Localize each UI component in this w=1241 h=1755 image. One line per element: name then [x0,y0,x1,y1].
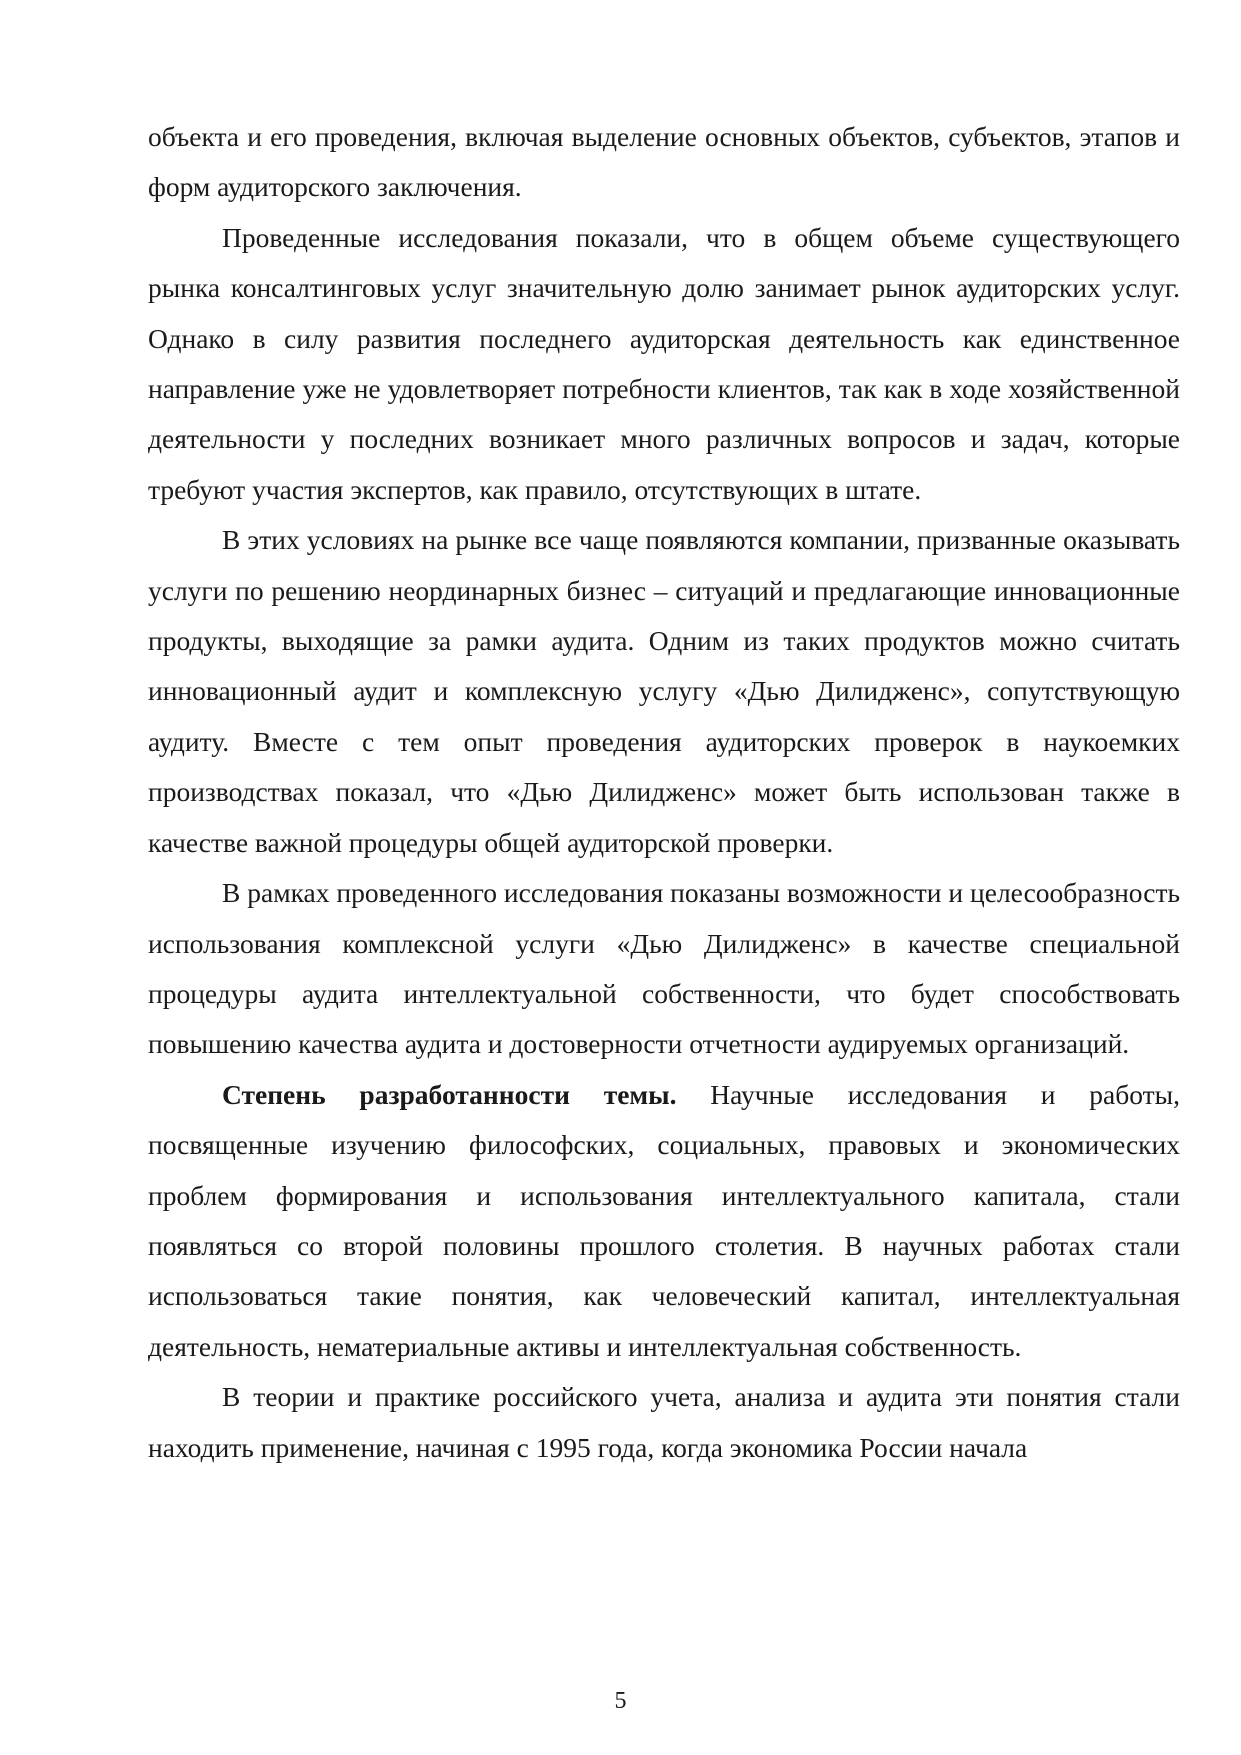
paragraph-2-text: Проведенные исследования показали, что в общем объеме существующего рынка консалтинговых услуг значительную долю занимает рынок аудиторских услуг. Однако в силу развития последнего аудиторская деятельность как единственное направление уже не удовлетворяет потребности клиентов, так как в ходе хозяйственной деятельности у последних возникает много различных вопросов и задач, которые требуют участия экспертов, как правило, отсутствующих в штате. [148,221,1180,505]
paragraph-4-text: В рамках проведенного исследования показаны возможности и целесообразность использования комплексной услуги «Дью Дилидженс» в качестве специальной процедуры аудита интеллектуальной собственности, что будет способствовать повышению качества аудита и достоверности отчетности аудируемых организаций. [148,877,1180,1060]
paragraph-3 [148,515,1180,868]
paragraph-1 [148,112,1180,213]
paragraph-4 [148,868,1180,1070]
paragraph-5 [148,1070,1180,1372]
paragraph-6 [148,1372,1180,1473]
document-page [148,112,1180,1473]
paragraph-1-text: объекта и его проведения, включая выделение основных объектов, субъектов, этапов и форм аудиторского заключения. [148,121,1180,203]
paragraph-2 [148,213,1180,515]
paragraph-3-text: В этих условиях на рынке все чаще появляются компании, призванные оказывать услуги по решению неординарных бизнес – ситуаций и предлагающие инновационные продукты, выходящие за рамки аудита. Одним из таких продуктов можно считать инновационный аудит и комплексную услугу «Дью Дилидженс», сопутствующую аудиту. Вместе с тем опыт проведения аудиторских проверок в наукоемких производствах показал, что «Дью Дилидженс» может быть использован также в качестве важной процедуры общей аудиторской проверки. [148,524,1180,858]
page-number: 5 [614,1688,627,1714]
section-heading-inline: Степень разработанности темы. [222,1078,677,1110]
paragraph-5-text: Научные исследования и работы, посвященные изучению философских, социальных, правовых и экономических проблем формирования и использования интеллектуального капитала, стали появляться со второй половины прошлого столетия. В научных работах стали использоваться такие понятия, как человеческий капитал, интеллектуальная деятельность, нематериальные активы и интеллектуальная собственность. [148,1078,1181,1362]
paragraph-6-text: В теории и практике российского учета, анализа и аудита эти понятия стали находить применение, начиная с 1995 года, когда экономика России начала [148,1381,1180,1463]
